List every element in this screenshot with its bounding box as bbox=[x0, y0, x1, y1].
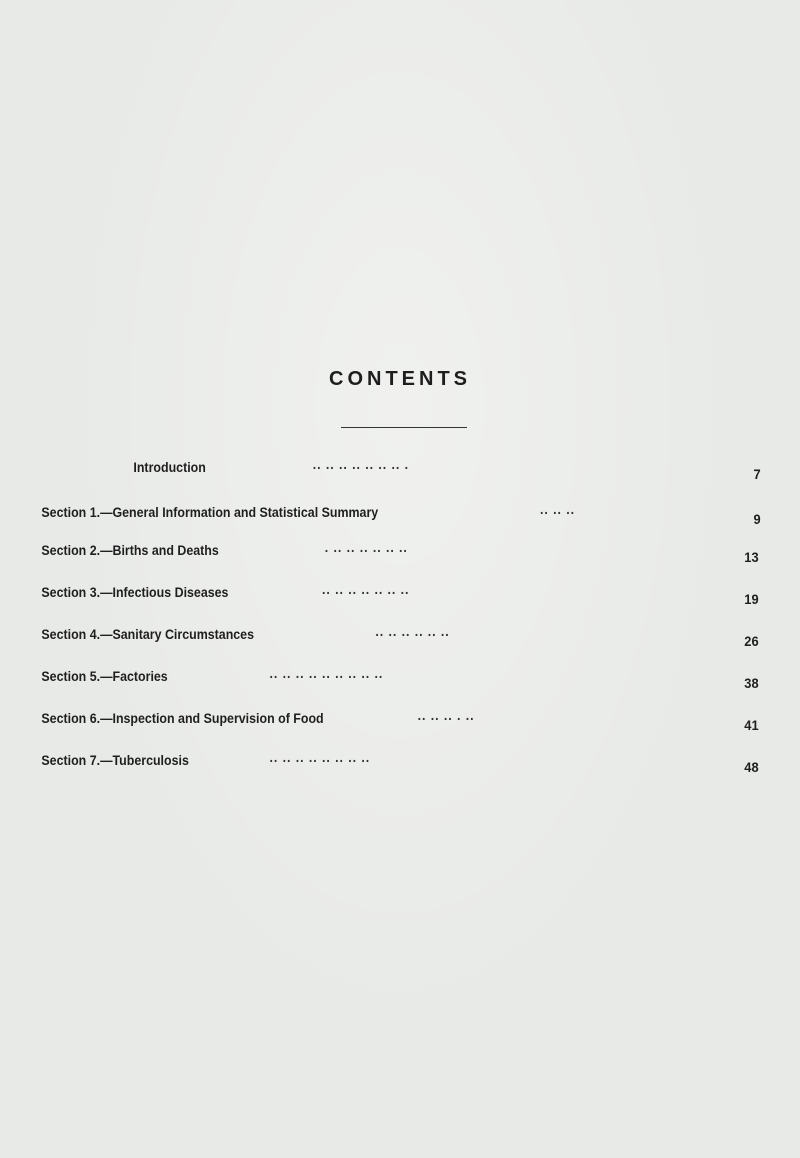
toc-entry-page: 26 bbox=[744, 633, 759, 649]
toc-entry-page: 13 bbox=[744, 549, 759, 565]
contents-title: CONTENTS bbox=[329, 368, 471, 390]
toc-entry-leader: .. .. .. .. .. .. bbox=[375, 624, 450, 639]
toc-entry-leader: .. .. .. .. .. .. .. .. bbox=[269, 750, 371, 765]
toc-entry-label: Section 2.—Births and Deaths bbox=[41, 543, 219, 558]
toc-entry-label: Introduction bbox=[133, 460, 206, 475]
toc-entry-label: Section 1.—General Information and Statistical Summary bbox=[41, 505, 379, 520]
toc-entry-page: 7 bbox=[753, 466, 761, 482]
toc-entry-section-1 bbox=[0, 502, 761, 527]
toc-entry-leader: .. .. .. .. .. .. .. .. .. bbox=[269, 666, 384, 681]
toc-entry-leader: .. .. .. .. .. .. .. bbox=[322, 582, 410, 597]
toc-entry-leader: .. .. .. . .. bbox=[417, 708, 475, 723]
toc-entry-leader: .. .. .. bbox=[540, 502, 576, 517]
toc-entry-label: Section 7.—Tuberculosis bbox=[41, 753, 189, 768]
toc-entry-section-5 bbox=[0, 666, 759, 691]
toc-entry-section-2 bbox=[0, 540, 759, 565]
toc-entry-page: 9 bbox=[753, 511, 761, 527]
toc-entry-label: Section 4.—Sanitary Circumstances bbox=[41, 627, 255, 642]
toc-entry-page: 48 bbox=[744, 759, 759, 775]
toc-entry-section-4 bbox=[0, 624, 759, 649]
toc-entry-label: Section 5.—Factories bbox=[41, 669, 168, 684]
toc-entry-section-6 bbox=[0, 708, 759, 733]
toc-entry-leader: . .. .. .. .. .. .. bbox=[324, 540, 408, 555]
toc-entry-label: Section 3.—Infectious Diseases bbox=[41, 585, 229, 600]
toc-entry-leader: .. .. .. .. .. .. .. . bbox=[312, 457, 409, 472]
toc-entry-page: 38 bbox=[744, 675, 759, 691]
toc-entry-introduction bbox=[0, 457, 761, 482]
toc-entry-page: 19 bbox=[744, 591, 759, 607]
title-rule bbox=[341, 427, 467, 428]
toc-entry-section-3 bbox=[0, 582, 759, 607]
toc-entry-section-7 bbox=[0, 750, 759, 775]
toc-entry-label: Section 6.—Inspection and Supervision of Food bbox=[41, 711, 324, 726]
bleed-through-text bbox=[30, 285, 770, 332]
toc-entry-page: 41 bbox=[744, 717, 759, 733]
